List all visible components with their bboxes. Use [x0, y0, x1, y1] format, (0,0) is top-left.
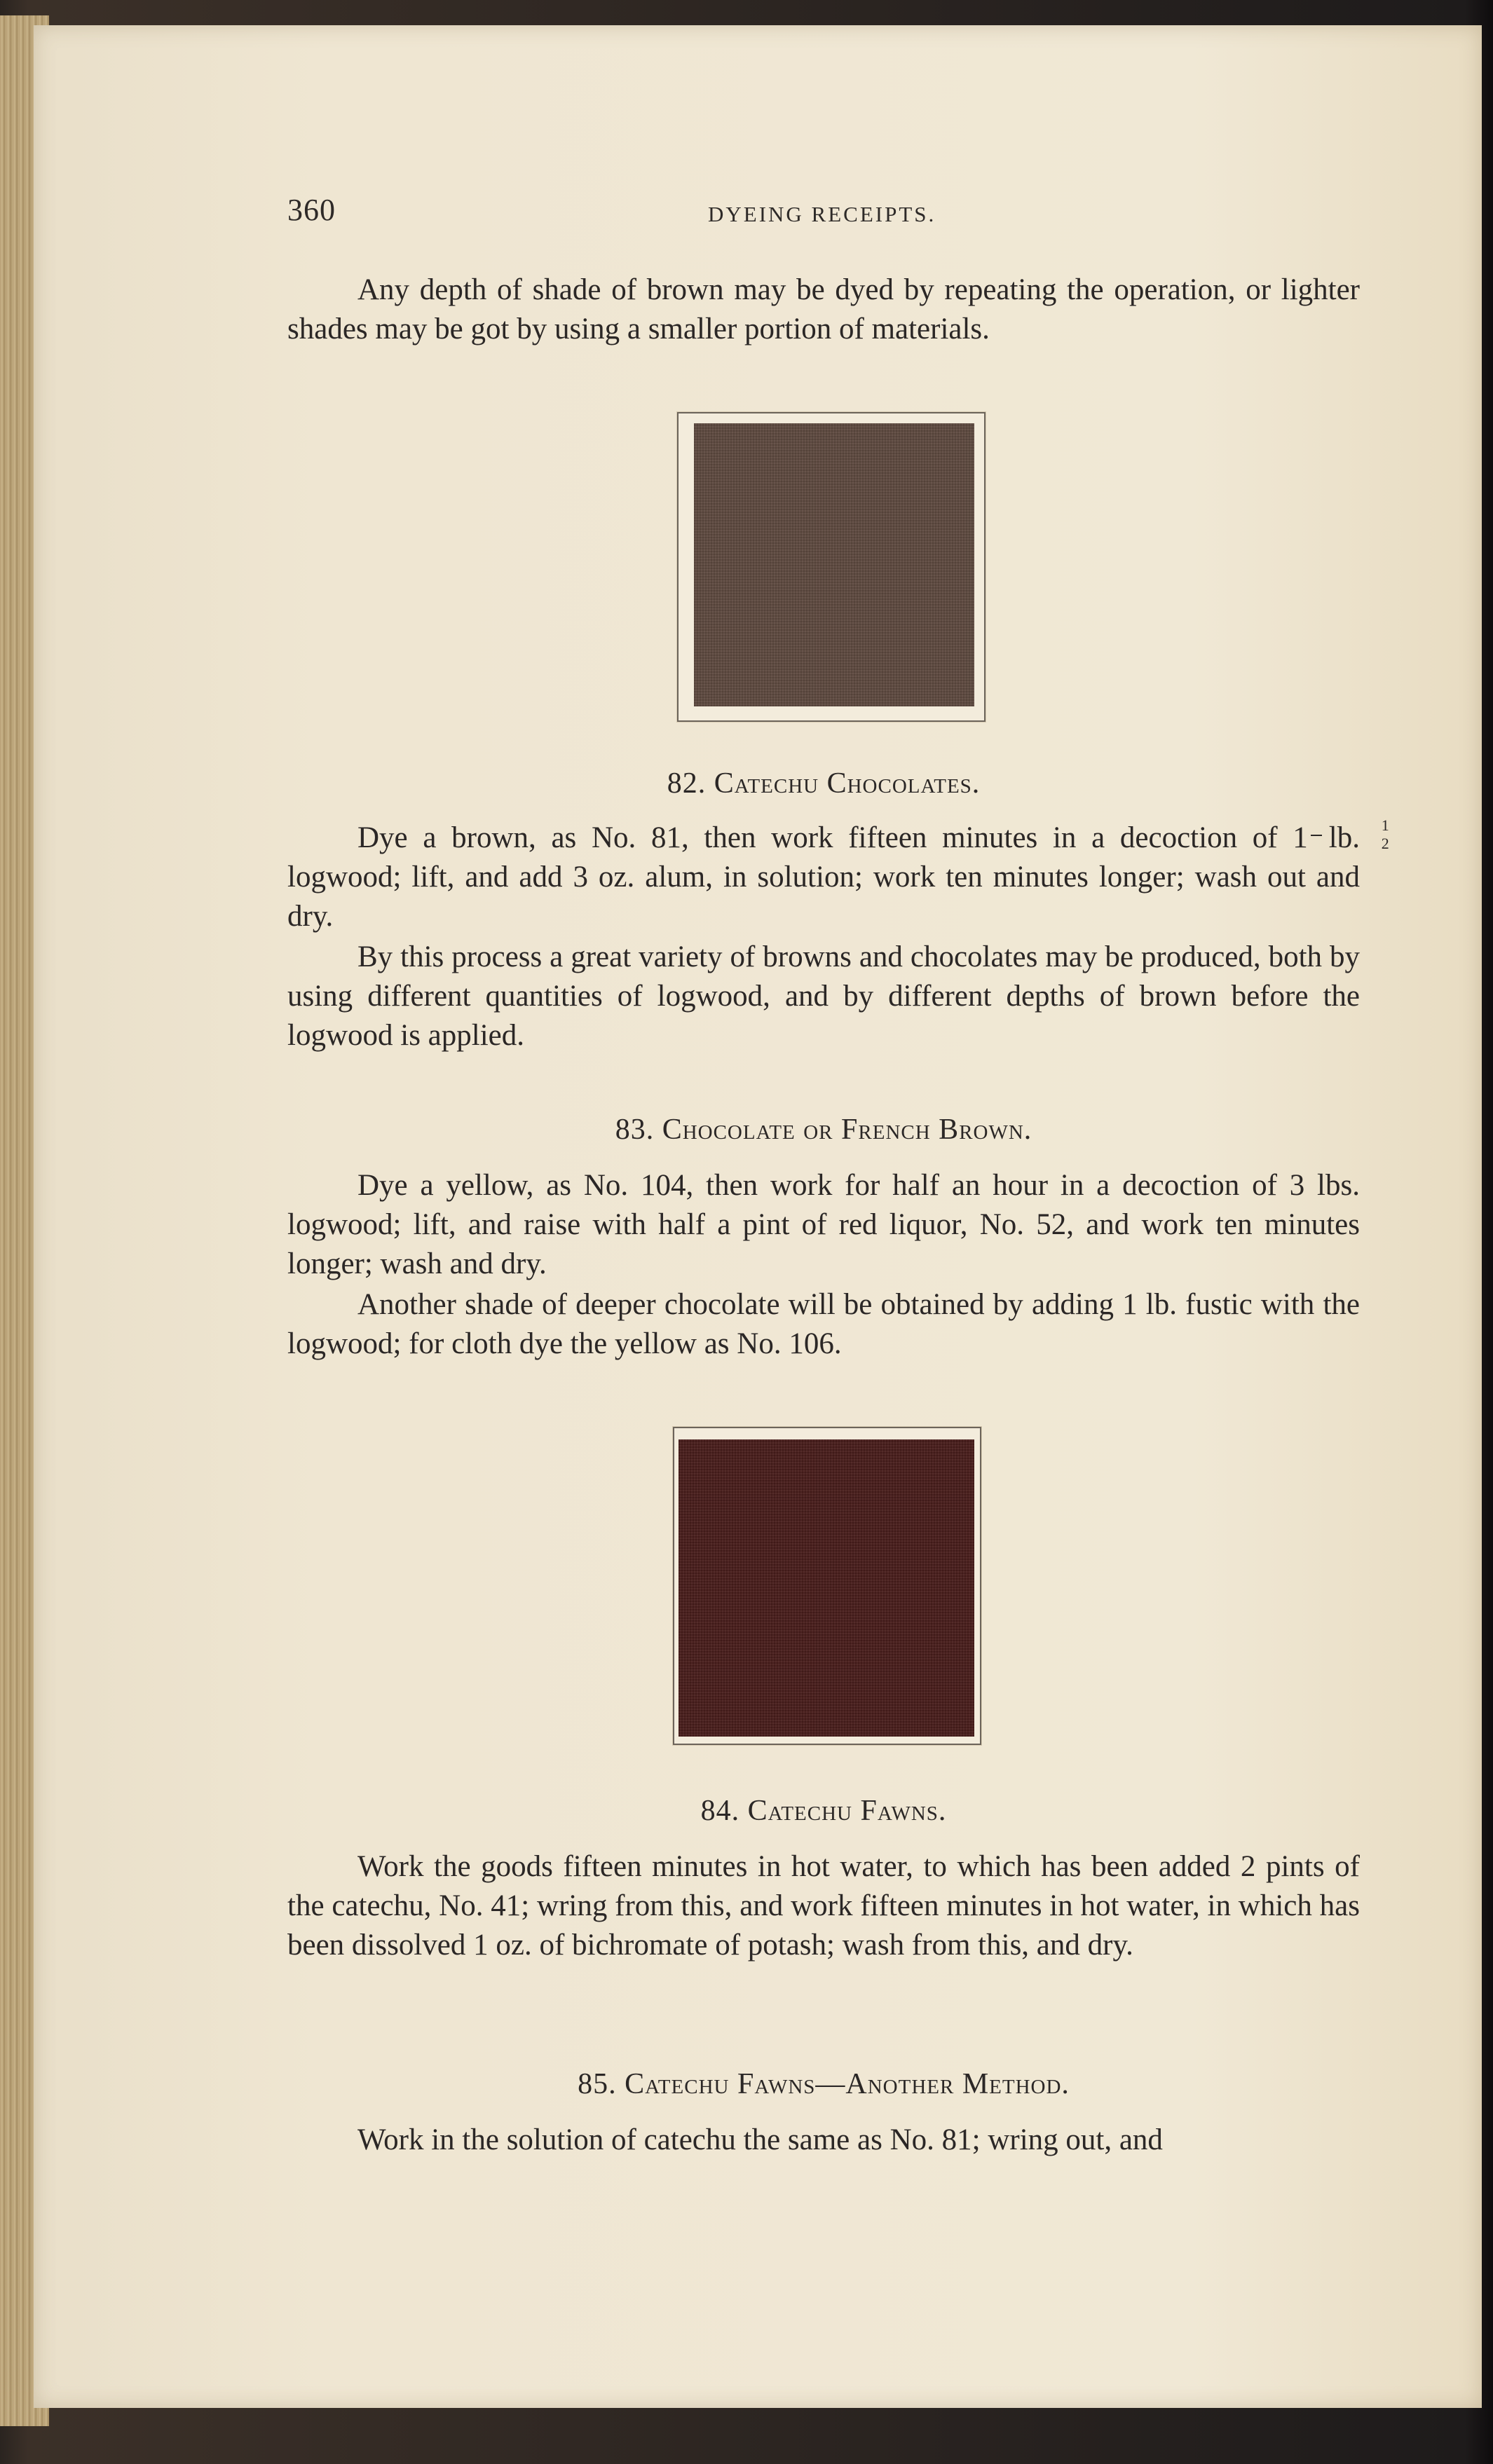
running-title: DYEING RECEIPTS.: [708, 202, 936, 226]
recipe-83-paragraph-2: Another shade of deeper chocolate will be obtained by adding 1 lb. fustic with the logwood; for cloth dye the yellow as No. 106.: [287, 1288, 1360, 1360]
intro-paragraph: Any depth of shade of brown may be dyed by repeating the operation, or lighter shades may be got by using a smaller portion of materials.: [287, 273, 1360, 345]
recipe-82-paragraph-1: Dye a brown, as No. 81, then work fifteen minutes in a decoction of 1 $\frac{1}{2}$ lb. logwood; lift, and add 3 oz. alum, in solution; work ten minutes longer; wash out and dry.: [287, 816, 1389, 933]
fabric-sample-chocolate-brown: [694, 423, 974, 706]
recipe-84-heading: 84. Catechu Fawns.: [700, 1795, 947, 1827]
recipe-83-paragraph-1: Dye a yellow, as No. 104, then work for half an hour in a decoction of 3 lbs. logwood; lift, and raise with half a pint of red liquor, No. 52, and work ten minutes longer; wash and dry.: [287, 1169, 1360, 1280]
recipe-82-heading: 82. Catechu Chocolates.: [667, 767, 981, 800]
sample-frame-1: [677, 412, 986, 722]
fraction-one-half: $\frac{1}{2}$: [1309, 822, 1323, 850]
sample-frame-2: [673, 1427, 981, 1745]
recipe-83-heading: 83. Chocolate or French Brown.: [615, 1114, 1032, 1146]
recipe-84-paragraph-1: Work the goods fifteen minutes in hot water, to which has been added 2 pints of the catechu, No. 41; wring from this, and work fifteen minutes in hot water, in which has been dissolved 1 oz. of bichromate of potash; wash from this, and dry.: [287, 1850, 1360, 1962]
recipe-85-paragraph-1: Work in the solution of catechu the same as No. 81; wring out, and: [357, 2123, 1163, 2156]
recipe-85-heading: 85. Catechu Fawns—Another Method.: [578, 2068, 1070, 2100]
fabric-sample-deep-chocolate: [679, 1439, 974, 1737]
page-number: 360: [287, 193, 336, 227]
recipe-82-paragraph-2: By this process a great variety of browns and chocolates may be produced, both by using different quantities of logwood, and by different depths of brown before the logwood is applied.: [287, 940, 1360, 1052]
